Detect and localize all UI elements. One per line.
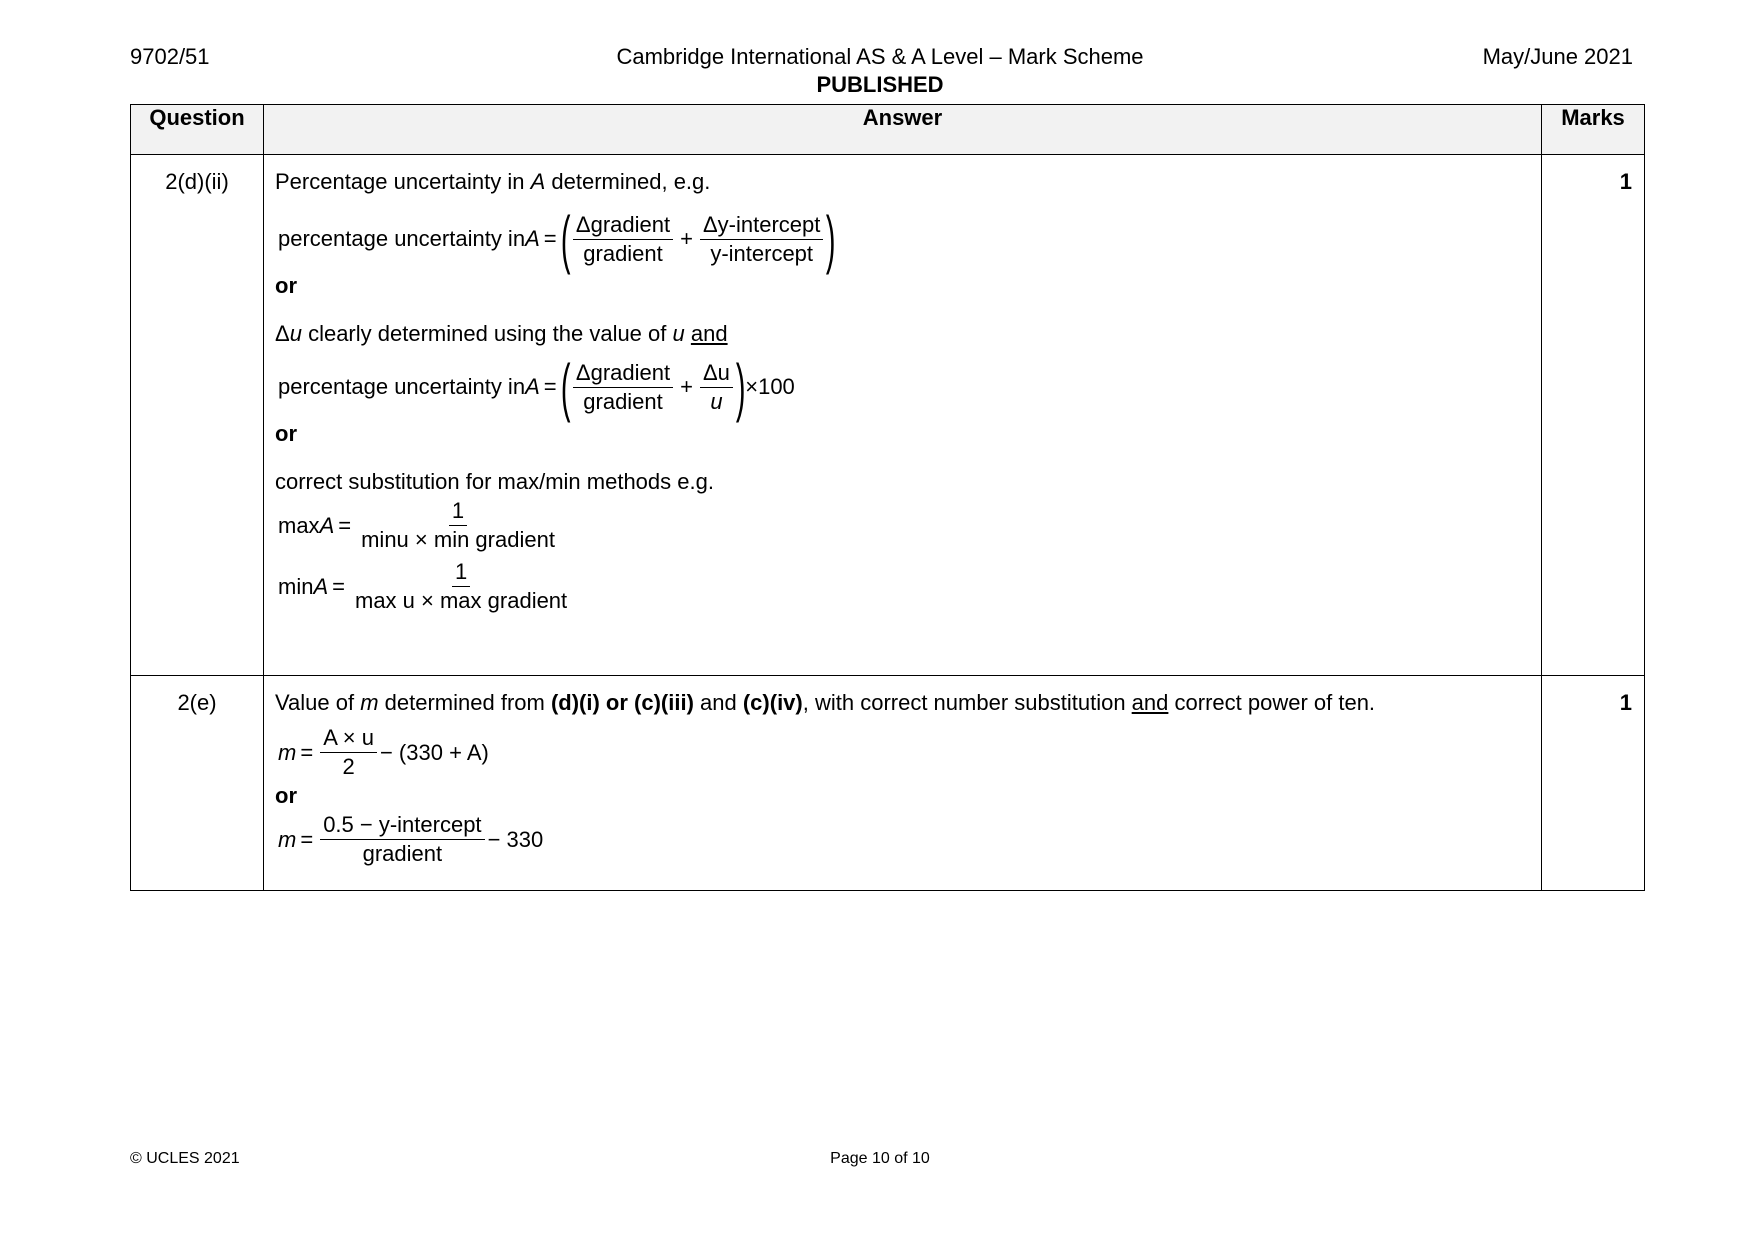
- column-header-answer: Answer: [264, 105, 1542, 155]
- question-number: 2(d)(ii): [131, 155, 264, 676]
- equation-max-a: max A = $\frac{1}{\text{minu × min gradient}}$: [278, 497, 1531, 554]
- published-label: PUBLISHED: [816, 72, 944, 97]
- fraction: $\frac{\text{Δy-intercept}}{\text{y-intercept}}$: [700, 211, 823, 268]
- equation-m-1: m = $\frac{A \times u}{2}$ − (330 + A): [278, 725, 489, 779]
- copyright: © UCLES 2021: [130, 1150, 240, 1167]
- fraction: $\frac{1}{\text{max u × max gradient}}$: [355, 559, 568, 613]
- or-separator: or: [275, 783, 297, 808]
- equation-percentage-uncertainty-1: percentage uncertainty in A = ( $\frac{\text{Δgradient}}{\text{gradient}}$ + $\frac{\text{Δy-intercept}}{\text{y-intercept}}$ ): [278, 203, 836, 275]
- marks-value: 1: [1542, 676, 1645, 891]
- exam-session: May/June 2021: [1482, 44, 1633, 69]
- or-separator: or: [275, 273, 297, 298]
- fraction: $\frac{1}{\text{minu × min gradient}}$: [361, 498, 555, 552]
- column-header-question: Question: [131, 105, 264, 155]
- or-separator: or: [275, 421, 297, 446]
- answer-intro: Value of m determined from (d)(i) or (c)(iii) and (c)(iv), with correct number substitution and correct power of ten.: [275, 690, 1376, 715]
- equation-min-a: min A = $\frac{1}{\text{max u × max gradient}}$: [278, 558, 1531, 615]
- answer-intro: Percentage uncertainty in A determined, e.g.: [275, 169, 711, 194]
- question-number: 2(e): [131, 676, 264, 891]
- answer-cell: [264, 676, 1542, 891]
- answer-cell: [264, 155, 1542, 676]
- paper-code: 9702/51: [130, 44, 210, 69]
- fraction: $\frac{A \times u}{2}$: [320, 724, 377, 781]
- page-number: Page 10 of 10: [830, 1150, 930, 1167]
- substitution-text: correct substitution for max/min methods e.g.: [275, 469, 714, 494]
- column-header-marks: Marks: [1542, 105, 1645, 155]
- title-text: Cambridge International AS & A Level – Mark Scheme: [616, 44, 1144, 69]
- delta-u-statement: Δu clearly determined using the value of u and: [275, 321, 728, 346]
- fraction: $\frac{\text{Δgradient}}{\text{gradient}}$: [573, 359, 673, 416]
- fraction: $\frac{\Delta u}{u}$: [700, 359, 733, 416]
- table-row: [131, 155, 1645, 676]
- mark-scheme-table: [130, 104, 1645, 891]
- table-header-row: [131, 105, 1645, 155]
- fraction: $\frac{\text{0.5 − y-intercept}}{\text{gradient}}$: [320, 811, 484, 868]
- equation-m-2: m = $\frac{\text{0.5 − y-intercept}}{\text{gradient}}$ − 330: [278, 812, 544, 866]
- fraction: $\frac{\text{Δgradient}}{\text{gradient}}$: [573, 211, 673, 268]
- table-row: [131, 676, 1645, 891]
- marks-value: 1: [1542, 155, 1645, 676]
- equation-percentage-uncertainty-2: percentage uncertainty in A = ( $\frac{\text{Δgradient}}{\text{gradient}}$ + $\frac{\Delta u}{u}$ ) ×100: [278, 351, 795, 423]
